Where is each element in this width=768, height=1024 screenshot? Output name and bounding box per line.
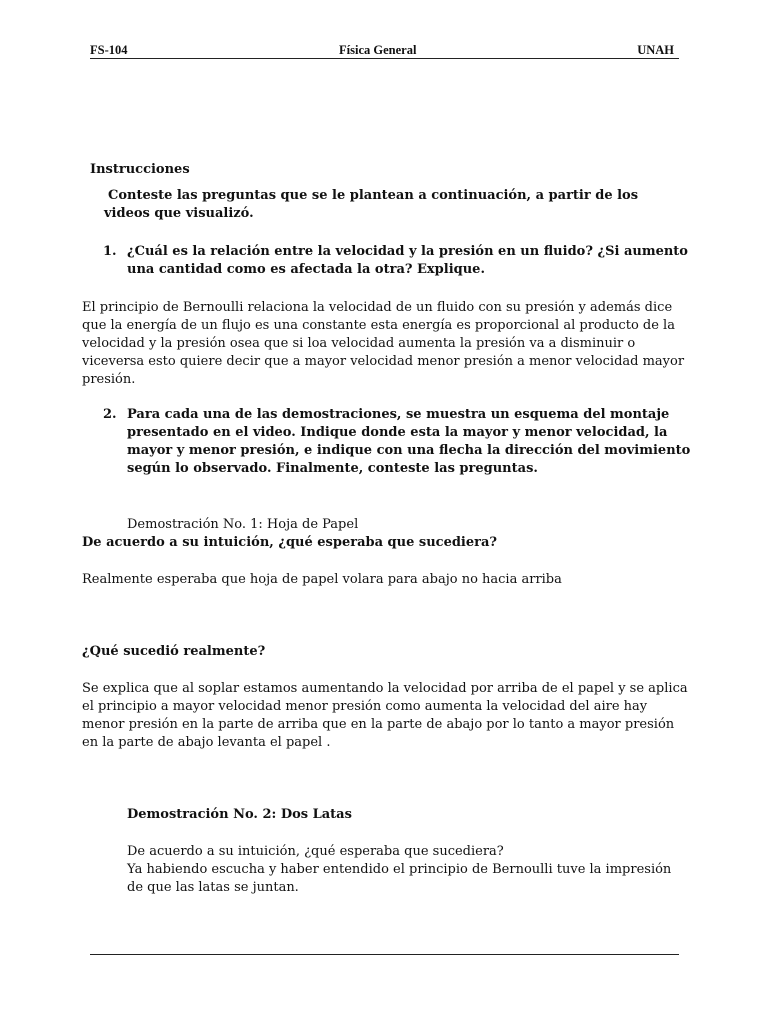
university-name: UNAH: [637, 43, 674, 57]
page-header: [90, 43, 679, 59]
course-code: FS-104: [90, 43, 128, 57]
demo-2-expect-question: De acuerdo a su intuición, ¿qué esperaba que sucediera?: [127, 844, 504, 859]
header-divider: [90, 58, 679, 59]
demo-2-title: Demostración No. 2: Dos Latas: [127, 807, 352, 822]
question-1-text: ¿Cuál es la relación entre la velocidad y la presión en un fluido? ¿Si aumento una cantidad como es afectada la otra? Explique.: [127, 244, 688, 277]
demo-1-happened-answer: Se explica que al soplar estamos aumentando la velocidad por arriba de el papel y se aplica el principio a mayor velocidad menor presión como aumenta la velocidad del aire hay menor presión en la parte de arriba que en la parte de abajo por lo tanto a mayor presión en la parte de abajo levanta el papel .: [82, 681, 688, 750]
footer-divider: [90, 954, 679, 955]
question-2-number: 2.: [103, 407, 117, 422]
demo-1-happened-question: ¿Qué sucedió realmente?: [82, 644, 266, 659]
instructions-title: Instrucciones: [90, 162, 190, 177]
question-2-text: Para cada una de las demostraciones, se muestra un esquema del montaje presentado en el video. Indique donde esta la mayor y menor velocidad, la mayor y menor presión, e indique con una flecha la dirección del movimiento según lo observado. Finalmente, conteste las preguntas.: [127, 407, 691, 476]
question-1-number: 1.: [103, 244, 117, 259]
course-name: Física General: [339, 43, 417, 57]
demo-1-title: Demostración No. 1: Hoja de Papel: [127, 517, 359, 532]
instructions-text: Conteste las preguntas que se le plantean a continuación, a partir de los videos que visualizó.: [104, 188, 639, 221]
demo-1-expect-question: De acuerdo a su intuición, ¿qué esperaba que sucediera?: [82, 535, 498, 550]
answer-1-text: El principio de Bernoulli relaciona la velocidad de un fluido con su presión y además dice que la energía de un flujo es una constante esta energía es proporcional al producto de la velocidad y la presión osea que si loa velocidad aumenta la presión va a disminuir o viceversa esto quiere decir que a mayor velocidad menor presión a menor velocidad mayor presión.: [82, 300, 685, 387]
demo-2-expect-answer: Ya habiendo escucha y haber entendido el principio de Bernoulli tuve la impresión de que las latas se juntan.: [127, 862, 672, 895]
demo-1-expect-answer: Realmente esperaba que hoja de papel volara para abajo no hacia arriba: [82, 572, 562, 587]
